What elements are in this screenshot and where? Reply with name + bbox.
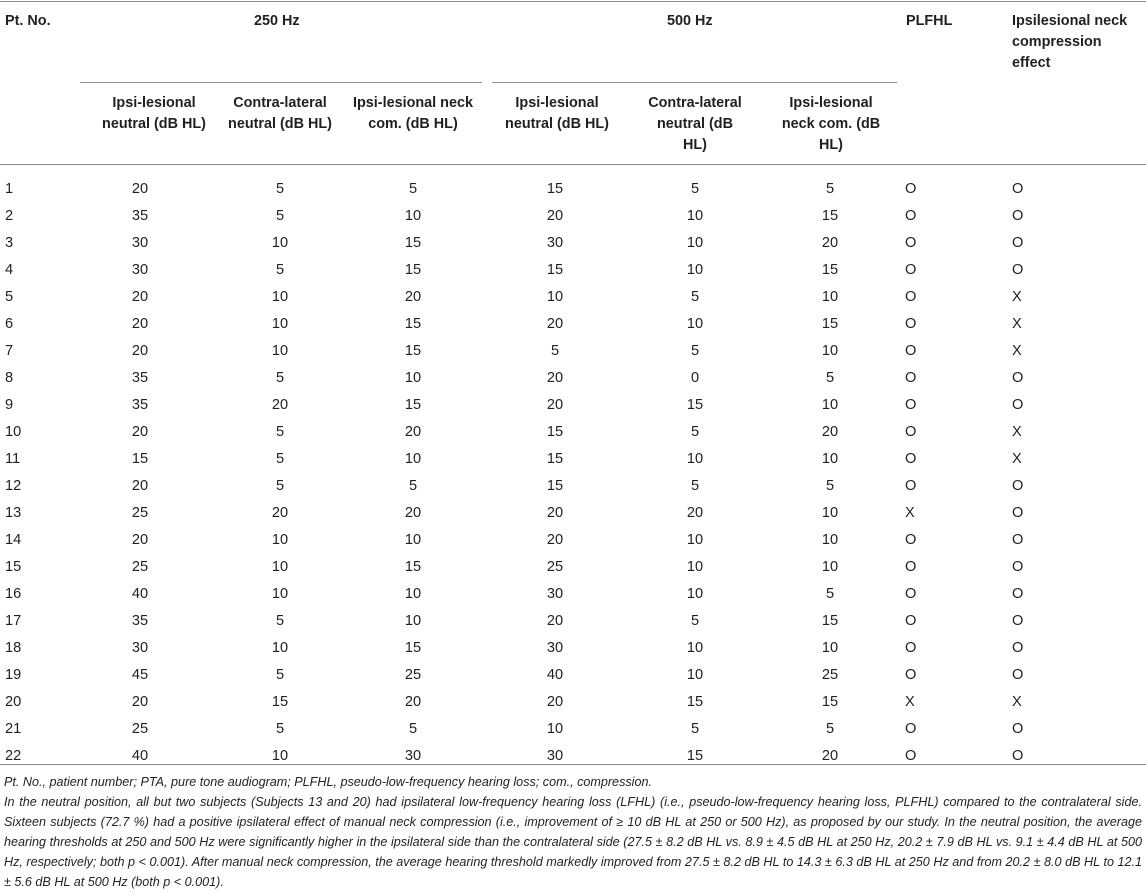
cell-pt-no: 5 — [5, 289, 14, 305]
table-row — [0, 689, 1146, 716]
cell-500-contra-neutral: 5 — [690, 613, 700, 629]
cell-500-contra-neutral: 5 — [690, 289, 700, 305]
cell-neck-effect: X — [1012, 289, 1022, 305]
cell-250-contra-neutral: 5 — [275, 478, 285, 494]
cell-250-ipsi-neutral: 20 — [131, 343, 149, 359]
cell-plfhl: O — [905, 586, 917, 602]
cell-pt-no: 10 — [5, 424, 22, 440]
cell-500-contra-neutral: 15 — [686, 748, 704, 764]
table-body — [0, 176, 1146, 770]
header-500-ipsi-neutral: Ipsi-lesional neutral (dB HL) — [505, 95, 609, 132]
header-250-ipsi-neck-com: Ipsi-lesional neck com. (dB HL) — [353, 95, 473, 132]
cell-500-contra-neutral: 10 — [686, 559, 704, 575]
cell-500-ipsi-neck-com: 10 — [821, 343, 839, 359]
cell-500-ipsi-neutral: 15 — [546, 181, 564, 197]
cell-250-ipsi-neutral: 30 — [131, 640, 149, 656]
cell-plfhl: X — [905, 694, 915, 710]
cell-pt-no: 20 — [5, 694, 22, 710]
header-neck-compression-effect: Ipsilesional neck compression effect — [1012, 13, 1128, 71]
cell-250-ipsi-neck-com: 10 — [404, 532, 422, 548]
cell-pt-no: 22 — [5, 748, 22, 764]
cell-500-contra-neutral: 5 — [690, 343, 700, 359]
cell-250-ipsi-neck-com: 10 — [404, 370, 422, 386]
cell-plfhl: O — [905, 397, 917, 413]
cell-500-contra-neutral: 5 — [690, 181, 700, 197]
table-row — [0, 338, 1146, 365]
table-row — [0, 311, 1146, 338]
cell-250-ipsi-neck-com: 20 — [404, 289, 422, 305]
cell-250-ipsi-neck-com: 5 — [408, 721, 418, 737]
cell-plfhl: O — [905, 640, 917, 656]
cell-neck-effect: O — [1012, 613, 1024, 629]
cell-neck-effect: O — [1012, 181, 1024, 197]
cell-500-ipsi-neck-com: 15 — [821, 316, 839, 332]
cell-250-ipsi-neutral: 35 — [131, 208, 149, 224]
cell-250-ipsi-neck-com: 15 — [404, 559, 422, 575]
cell-250-contra-neutral: 10 — [271, 748, 289, 764]
cell-500-ipsi-neutral: 15 — [546, 478, 564, 494]
cell-neck-effect: O — [1012, 370, 1024, 386]
cell-500-ipsi-neutral: 20 — [546, 613, 564, 629]
cell-plfhl: O — [905, 748, 917, 764]
cell-500-ipsi-neutral: 20 — [546, 370, 564, 386]
cell-250-contra-neutral: 15 — [271, 694, 289, 710]
cell-plfhl: X — [905, 505, 915, 521]
cell-500-ipsi-neck-com: 10 — [821, 451, 839, 467]
cell-500-contra-neutral: 20 — [686, 505, 704, 521]
cell-250-ipsi-neck-com: 20 — [404, 694, 422, 710]
table-row — [0, 203, 1146, 230]
cell-250-ipsi-neutral: 20 — [131, 289, 149, 305]
cell-pt-no: 13 — [5, 505, 22, 521]
cell-250-ipsi-neutral: 20 — [131, 532, 149, 548]
cell-plfhl: O — [905, 667, 917, 683]
cell-plfhl: O — [905, 613, 917, 629]
cell-500-ipsi-neutral: 20 — [546, 316, 564, 332]
header-500-ipsi-neck-com: Ipsi-lesional neck com. (dB HL) — [781, 95, 881, 153]
cell-500-contra-neutral: 10 — [686, 208, 704, 224]
cell-250-contra-neutral: 5 — [275, 424, 285, 440]
cell-250-ipsi-neck-com: 15 — [404, 640, 422, 656]
cell-500-ipsi-neck-com: 20 — [821, 235, 839, 251]
cell-500-contra-neutral: 10 — [686, 235, 704, 251]
cell-neck-effect: X — [1012, 343, 1022, 359]
cell-pt-no: 4 — [5, 262, 14, 278]
group-rule-250hz — [80, 82, 482, 83]
cell-500-ipsi-neutral: 30 — [546, 640, 564, 656]
footnote-abbreviations: Pt. No., patient number; PTA, pure tone audiogram; PLFHL, pseudo-low-frequency hearing loss; com., compression. — [4, 775, 652, 789]
cell-neck-effect: O — [1012, 235, 1024, 251]
cell-250-contra-neutral: 5 — [275, 370, 285, 386]
cell-250-ipsi-neutral: 30 — [131, 235, 149, 251]
cell-500-contra-neutral: 5 — [690, 478, 700, 494]
cell-plfhl: O — [905, 532, 917, 548]
cell-neck-effect: O — [1012, 208, 1024, 224]
table-row — [0, 527, 1146, 554]
cell-neck-effect: O — [1012, 667, 1024, 683]
cell-500-ipsi-neck-com: 25 — [821, 667, 839, 683]
table-row — [0, 716, 1146, 743]
header-500-contra-neutral: Contra-lateral neutral (dB HL) — [648, 95, 742, 153]
cell-250-ipsi-neck-com: 20 — [404, 424, 422, 440]
cell-250-contra-neutral: 10 — [271, 586, 289, 602]
cell-500-contra-neutral: 10 — [686, 316, 704, 332]
table-row — [0, 662, 1146, 689]
cell-500-ipsi-neck-com: 15 — [821, 208, 839, 224]
cell-plfhl: O — [905, 451, 917, 467]
cell-500-ipsi-neck-com: 15 — [821, 262, 839, 278]
header-250-ipsi-neutral: Ipsi-lesional neutral (dB HL) — [102, 95, 206, 132]
cell-250-contra-neutral: 5 — [275, 181, 285, 197]
cell-plfhl: O — [905, 343, 917, 359]
cell-500-ipsi-neck-com: 10 — [821, 397, 839, 413]
cell-250-ipsi-neck-com: 10 — [404, 586, 422, 602]
cell-500-contra-neutral: 10 — [686, 262, 704, 278]
cell-250-contra-neutral: 5 — [275, 721, 285, 737]
cell-pt-no: 8 — [5, 370, 14, 386]
cell-pt-no: 15 — [5, 559, 22, 575]
cell-neck-effect: O — [1012, 532, 1024, 548]
table-footnotes — [4, 772, 1142, 892]
cell-250-ipsi-neck-com: 30 — [404, 748, 422, 764]
cell-500-ipsi-neutral: 30 — [546, 235, 564, 251]
table-row — [0, 419, 1146, 446]
cell-250-ipsi-neck-com: 20 — [404, 505, 422, 521]
cell-250-ipsi-neutral: 25 — [131, 721, 149, 737]
cell-500-ipsi-neck-com: 5 — [825, 181, 835, 197]
cell-250-ipsi-neutral: 30 — [131, 262, 149, 278]
cell-250-ipsi-neck-com: 15 — [404, 235, 422, 251]
table-row — [0, 446, 1146, 473]
group-rule-500hz — [492, 82, 897, 83]
cell-250-contra-neutral: 20 — [271, 505, 289, 521]
cell-500-contra-neutral: 10 — [686, 640, 704, 656]
cell-500-ipsi-neutral: 20 — [546, 208, 564, 224]
cell-500-ipsi-neck-com: 5 — [825, 586, 835, 602]
header-500hz: 500 Hz — [667, 13, 713, 29]
cell-500-ipsi-neck-com: 20 — [821, 424, 839, 440]
header-250hz: 250 Hz — [254, 13, 300, 29]
cell-250-ipsi-neutral: 20 — [131, 478, 149, 494]
cell-neck-effect: X — [1012, 316, 1022, 332]
cell-plfhl: O — [905, 424, 917, 440]
header-pt-no: Pt. No. — [5, 13, 51, 29]
cell-250-ipsi-neck-com: 10 — [404, 208, 422, 224]
cell-pt-no: 14 — [5, 532, 22, 548]
cell-500-ipsi-neutral: 30 — [546, 748, 564, 764]
table-row — [0, 743, 1146, 770]
cell-500-ipsi-neck-com: 15 — [821, 694, 839, 710]
cell-250-contra-neutral: 10 — [271, 343, 289, 359]
cell-250-ipsi-neck-com: 10 — [404, 613, 422, 629]
cell-plfhl: O — [905, 370, 917, 386]
cell-250-contra-neutral: 5 — [275, 667, 285, 683]
cell-pt-no: 3 — [5, 235, 14, 251]
cell-500-ipsi-neck-com: 15 — [821, 613, 839, 629]
cell-plfhl: O — [905, 208, 917, 224]
cell-pt-no: 19 — [5, 667, 22, 683]
cell-pt-no: 17 — [5, 613, 22, 629]
cell-250-contra-neutral: 20 — [271, 397, 289, 413]
cell-250-ipsi-neutral: 40 — [131, 586, 149, 602]
cell-500-contra-neutral: 0 — [690, 370, 700, 386]
cell-neck-effect: O — [1012, 721, 1024, 737]
cell-250-ipsi-neutral: 25 — [131, 505, 149, 521]
cell-500-contra-neutral: 10 — [686, 586, 704, 602]
cell-250-contra-neutral: 5 — [275, 451, 285, 467]
header-bottom-rule — [0, 164, 1146, 165]
cell-250-ipsi-neck-com: 15 — [404, 316, 422, 332]
cell-250-contra-neutral: 10 — [271, 640, 289, 656]
cell-250-contra-neutral: 10 — [271, 316, 289, 332]
cell-500-contra-neutral: 5 — [690, 721, 700, 737]
cell-neck-effect: O — [1012, 262, 1024, 278]
cell-pt-no: 21 — [5, 721, 22, 737]
cell-pt-no: 11 — [5, 451, 21, 467]
cell-250-ipsi-neutral: 20 — [131, 424, 149, 440]
cell-500-contra-neutral: 5 — [690, 424, 700, 440]
cell-500-ipsi-neutral: 5 — [550, 343, 560, 359]
cell-500-contra-neutral: 15 — [686, 397, 704, 413]
table-row — [0, 176, 1146, 203]
cell-500-ipsi-neutral: 20 — [546, 694, 564, 710]
cell-500-ipsi-neutral: 25 — [546, 559, 564, 575]
cell-500-ipsi-neck-com: 10 — [821, 532, 839, 548]
table-row — [0, 230, 1146, 257]
cell-250-contra-neutral: 10 — [271, 235, 289, 251]
cell-500-ipsi-neutral: 10 — [546, 721, 564, 737]
cell-500-ipsi-neutral: 30 — [546, 586, 564, 602]
cell-500-ipsi-neck-com: 5 — [825, 370, 835, 386]
table-row — [0, 608, 1146, 635]
cell-neck-effect: O — [1012, 586, 1024, 602]
cell-250-contra-neutral: 10 — [271, 532, 289, 548]
cell-500-contra-neutral: 15 — [686, 694, 704, 710]
cell-neck-effect: O — [1012, 397, 1024, 413]
cell-500-ipsi-neck-com: 10 — [821, 289, 839, 305]
cell-500-ipsi-neck-com: 5 — [825, 721, 835, 737]
cell-250-ipsi-neutral: 20 — [131, 316, 149, 332]
cell-250-contra-neutral: 5 — [275, 208, 285, 224]
cell-pt-no: 18 — [5, 640, 22, 656]
cell-pt-no: 2 — [5, 208, 14, 224]
cell-250-contra-neutral: 5 — [275, 613, 285, 629]
cell-500-ipsi-neutral: 40 — [546, 667, 564, 683]
header-250-contra-neutral: Contra-lateral neutral (dB HL) — [228, 95, 332, 132]
cell-500-ipsi-neck-com: 5 — [825, 478, 835, 494]
table-row — [0, 392, 1146, 419]
cell-250-contra-neutral: 5 — [275, 262, 285, 278]
cell-500-contra-neutral: 10 — [686, 451, 704, 467]
cell-neck-effect: X — [1012, 451, 1022, 467]
table-row — [0, 581, 1146, 608]
cell-250-ipsi-neck-com: 15 — [404, 343, 422, 359]
cell-plfhl: O — [905, 559, 917, 575]
cell-250-ipsi-neutral: 35 — [131, 397, 149, 413]
table-row — [0, 635, 1146, 662]
cell-pt-no: 12 — [5, 478, 22, 494]
table-row — [0, 284, 1146, 311]
table-top-rule — [0, 1, 1146, 2]
cell-500-contra-neutral: 10 — [686, 532, 704, 548]
cell-plfhl: O — [905, 235, 917, 251]
cell-250-ipsi-neutral: 35 — [131, 613, 149, 629]
cell-250-ipsi-neutral: 15 — [131, 451, 149, 467]
cell-250-ipsi-neutral: 20 — [131, 694, 149, 710]
cell-250-ipsi-neck-com: 15 — [404, 262, 422, 278]
cell-250-ipsi-neutral: 35 — [131, 370, 149, 386]
cell-500-ipsi-neutral: 15 — [546, 262, 564, 278]
cell-250-contra-neutral: 10 — [271, 559, 289, 575]
cell-250-contra-neutral: 10 — [271, 289, 289, 305]
cell-neck-effect: O — [1012, 748, 1024, 764]
cell-500-ipsi-neck-com: 10 — [821, 505, 839, 521]
cell-neck-effect: X — [1012, 424, 1022, 440]
cell-250-ipsi-neutral: 45 — [131, 667, 149, 683]
cell-pt-no: 16 — [5, 586, 22, 602]
cell-plfhl: O — [905, 316, 917, 332]
cell-250-ipsi-neck-com: 5 — [408, 181, 418, 197]
cell-neck-effect: O — [1012, 640, 1024, 656]
cell-pt-no: 9 — [5, 397, 14, 413]
footnote-summary: In the neutral position, all but two subjects (Subjects 13 and 20) had ipsilateral low-frequency hearing loss (LFHL) (i.e., pseudo-low-frequency hearing loss, PLFHL) compared to the contralateral side. Sixteen subjects (72.7 %) had a positive ipsilateral effect of manual neck compression (i.e., improvement of ≥ 10 dB HL at 250 or 500 Hz), as proposed by our study. In the neutral position, the average hearing thresholds at 250 and 500 Hz were significantly higher in the ipsilateral side than the contralateral side (27.5 ± 8.2 dB HL vs. 8.9 ± 4.5 dB HL at 250 Hz, 20.2 ± 7.9 dB HL vs. 9.1 ± 4.4 dB HL at 500 Hz, respectively; both p < 0.001). After manual neck compression, the average hearing threshold markedly improved from 27.5 ± 8.2 dB HL to 14.3 ± 6.3 dB HL at 250 Hz and from 20.2 ± 8.0 dB HL to 12.1 ± 5.6 dB HL at 500 Hz (both p < 0.001). — [4, 795, 1142, 889]
cell-250-ipsi-neck-com: 10 — [404, 451, 422, 467]
cell-500-ipsi-neutral: 10 — [546, 289, 564, 305]
cell-500-ipsi-neutral: 15 — [546, 424, 564, 440]
cell-250-ipsi-neck-com: 15 — [404, 397, 422, 413]
cell-250-ipsi-neck-com: 5 — [408, 478, 418, 494]
cell-500-ipsi-neutral: 20 — [546, 532, 564, 548]
cell-500-contra-neutral: 10 — [686, 667, 704, 683]
cell-pt-no: 1 — [5, 181, 14, 197]
cell-plfhl: O — [905, 721, 917, 737]
table-row — [0, 257, 1146, 284]
cell-250-ipsi-neutral: 40 — [131, 748, 149, 764]
cell-500-ipsi-neutral: 15 — [546, 451, 564, 467]
cell-plfhl: O — [905, 262, 917, 278]
cell-plfhl: O — [905, 478, 917, 494]
cell-250-ipsi-neck-com: 25 — [404, 667, 422, 683]
cell-500-ipsi-neutral: 20 — [546, 505, 564, 521]
table-row — [0, 365, 1146, 392]
cell-pt-no: 7 — [5, 343, 14, 359]
cell-250-ipsi-neutral: 20 — [131, 181, 149, 197]
cell-pt-no: 6 — [5, 316, 14, 332]
cell-250-ipsi-neutral: 25 — [131, 559, 149, 575]
cell-500-ipsi-neck-com: 10 — [821, 640, 839, 656]
table-row — [0, 500, 1146, 527]
cell-500-ipsi-neck-com: 20 — [821, 748, 839, 764]
cell-neck-effect: O — [1012, 505, 1024, 521]
header-plfhl: PLFHL — [906, 13, 953, 29]
cell-plfhl: O — [905, 181, 917, 197]
cell-neck-effect: X — [1012, 694, 1022, 710]
cell-neck-effect: O — [1012, 559, 1024, 575]
table-row — [0, 473, 1146, 500]
table-bottom-rule — [0, 764, 1146, 765]
cell-neck-effect: O — [1012, 478, 1024, 494]
table-row — [0, 554, 1146, 581]
cell-500-ipsi-neutral: 20 — [546, 397, 564, 413]
cell-plfhl: O — [905, 289, 917, 305]
cell-500-ipsi-neck-com: 10 — [821, 559, 839, 575]
